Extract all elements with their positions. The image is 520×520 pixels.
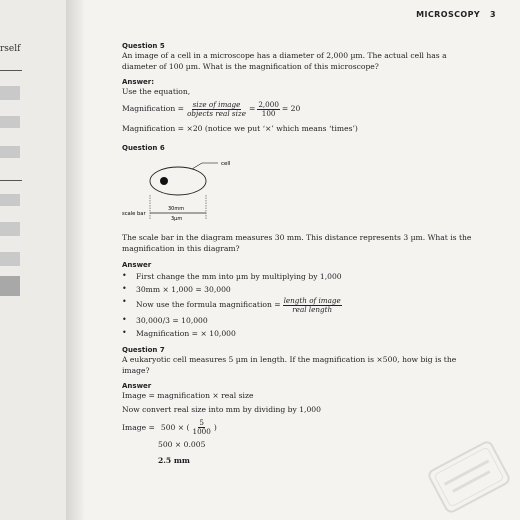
shaded-cell: [0, 252, 20, 266]
cell-nucleus: [160, 177, 168, 185]
list-item: [122, 314, 482, 327]
shaded-cell: [0, 222, 20, 236]
divider: [0, 180, 22, 181]
book-gutter: [66, 0, 84, 520]
cell-label: cell: [221, 161, 231, 167]
cell-diagram-svg: [122, 157, 322, 227]
book-page: [84, 0, 520, 520]
fraction-numerator: 5: [199, 418, 204, 427]
fraction-numerator: size of image: [192, 99, 241, 109]
question-7-text: A eukaryotic cell measures 5 µm in length. If the magnification is ×500, how big is the image?: [122, 355, 457, 375]
list-item: [122, 283, 482, 296]
previous-page: [0, 0, 66, 520]
step-text: • Magnification = × 10,000: [136, 328, 236, 338]
partial-word: rself: [0, 44, 21, 54]
list-item: [122, 270, 482, 283]
fraction-denominator: 100: [261, 108, 276, 118]
cell-outline: [150, 167, 206, 195]
equation-fraction: [192, 419, 212, 436]
answer-heading: Answer: [122, 261, 152, 269]
question-6-text: The scale bar in the diagram measures 30 mm. This distance represents 3 µm. What is the magnification in this diagram?: [122, 233, 472, 253]
question-5-text: An image of a cell in a microscope has a diameter of 2,000 µm. The actual cell has a diameter of 100 µm. What is the magnification of this microscope?: [122, 51, 447, 71]
label-leader: [192, 163, 202, 169]
equation-lhs: Image =: [122, 422, 155, 432]
equals-sign: =: [248, 104, 256, 113]
scale-measure-bottom: 3µm: [171, 216, 183, 222]
answer-heading: Answer: [122, 382, 152, 390]
question-6-heading: Question 6: [122, 144, 165, 152]
step-text: • 30,000/3 = 10,000: [136, 315, 208, 325]
step-text: • First change the mm into µm by multiplying by 1,000: [136, 271, 342, 281]
list-item: [122, 296, 482, 314]
divider: [0, 70, 22, 71]
answer-steps: [122, 270, 482, 340]
equation-lhs: Magnification =: [122, 104, 185, 113]
question-7-heading: Question 7: [122, 346, 165, 354]
shaded-cell: [0, 276, 20, 296]
equation-result: = 20: [281, 104, 301, 113]
magnification-equation: [122, 101, 482, 118]
answer-line: Magnification = ×20 (notice we put ‘×’ which means ‘times’): [122, 123, 358, 133]
shaded-cell: [0, 194, 20, 206]
equation-step: 500 × 0.005: [158, 440, 206, 449]
equation-fraction-values: [257, 101, 280, 118]
scale-bar-label: scale bar: [122, 211, 146, 217]
shaded-cell: [0, 116, 20, 128]
answer-intro: Use the equation,: [122, 87, 191, 96]
page-number: 3: [490, 10, 496, 19]
final-answer: 2.5 mm: [158, 455, 190, 465]
page-content: [122, 42, 482, 466]
answer-line: Image = magnification × real size: [122, 391, 254, 400]
shaded-cell: [0, 146, 20, 158]
fraction-numerator: length of image: [283, 295, 341, 305]
step-text: • 30mm × 1,000 = 30,000: [136, 284, 231, 294]
equation-close-paren: ): [213, 422, 217, 432]
image-equation: [122, 419, 482, 436]
shaded-cell: [0, 86, 20, 100]
equation-term: 500 × (: [160, 422, 190, 432]
equation-fraction: [186, 101, 247, 118]
formula-fraction: [283, 297, 342, 314]
running-header: [416, 10, 496, 19]
chapter-title: MICROSCOPY: [416, 10, 481, 19]
fraction-denominator: real length: [292, 304, 333, 314]
cell-diagram: [122, 157, 322, 227]
fraction-denominator: 1000: [192, 427, 211, 436]
list-item: [122, 327, 482, 340]
scale-measure-top: 30mm: [168, 206, 185, 212]
fraction-numerator: 2,000: [258, 99, 279, 109]
question-5-heading: Question 5: [122, 42, 165, 50]
answer-line: Now convert real size into mm by dividing by 1,000: [122, 404, 321, 414]
fraction-denominator: objects real size: [187, 108, 246, 118]
step-text: • Now use the formula magnification =: [136, 300, 281, 309]
answer-heading: Answer:: [122, 78, 155, 86]
